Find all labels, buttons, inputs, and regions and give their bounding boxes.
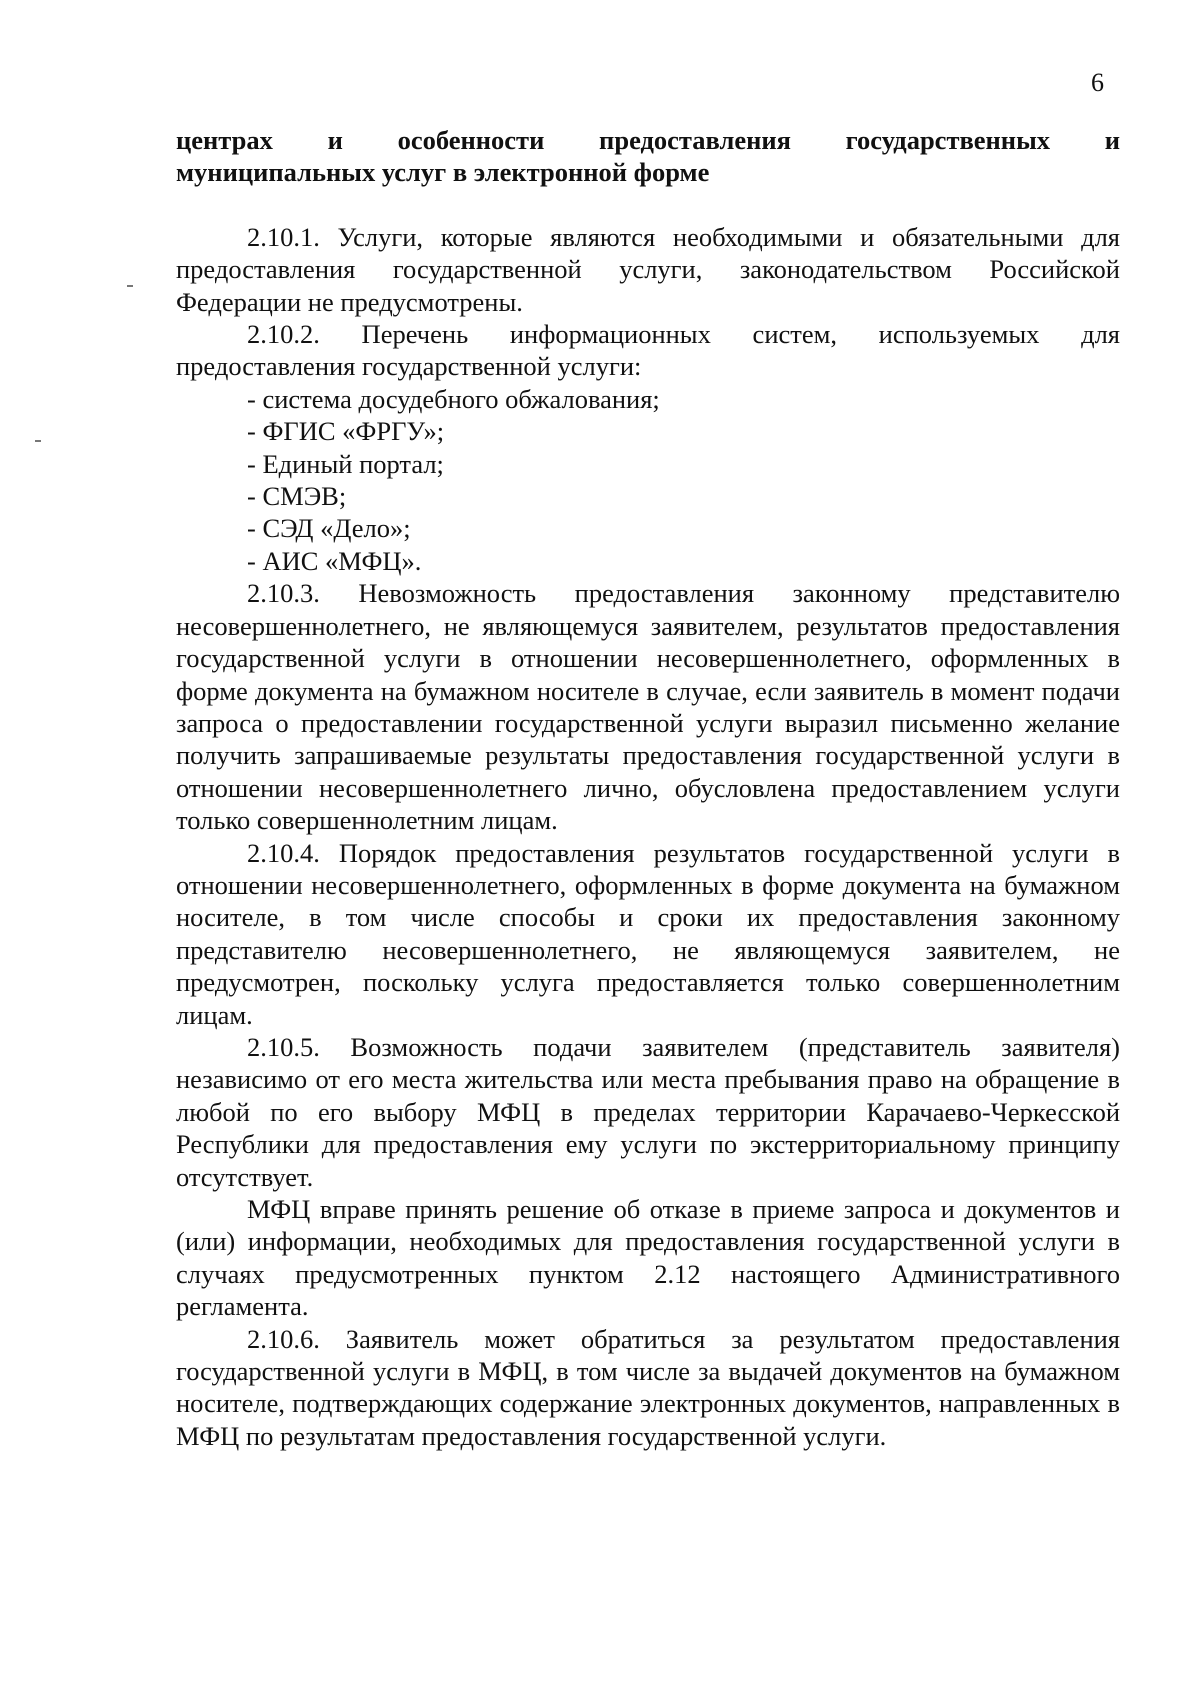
section-heading: [176, 124, 1120, 189]
paragraph-2-10-5: 2.10.5. Возможность подачи заявителем (представитель заявителя) независимо от его места жительства или места пребывания право на обращение в любой по его выбору МФЦ в пределах территории Карачаево-Черкесской Республики для предоставления ему услуги по экстерриториальному принципу отсутствует.: [176, 1031, 1120, 1192]
document-body: [176, 124, 1120, 1452]
paragraph-2-10-3: 2.10.3. Невозможность предоставления законному представителю несовершеннолетнего, не являющемуся заявителем, результатов предоставления государственной услуги в отношении несовершеннолетнего, оформленных в форме документа на бумажном носителе в случае, если заявитель в момент подачи запроса о предоставлении государственной услуги выразил письменно желание получить запрашиваемые результаты предоставления государственной услуги в отношении несовершеннолетнего лично, обусловлена предоставлением услуги только совершеннолетним лицам.: [176, 578, 1120, 836]
paragraph-2-10-1: 2.10.1. Услуги, которые являются необходимыми и обязательными для предоставления государственной услуги, законодательством Российской Федерации не предусмотрены.: [176, 221, 1120, 317]
paragraph-2-10-4: 2.10.4. Порядок предоставления результатов государственной услуги в отношении несовершеннолетнего, оформленных в форме документа на бумажном носителе, в том числе способы и сроки их предоставления законному представителю несовершеннолетнего, не являющемуся заявителем, не предусмотрен, поскольку услуга предоставляется только совершеннолетним лицам.: [176, 837, 1120, 1030]
list-item: - система досудебного обжалования;: [247, 383, 660, 414]
list-item: - ФГИС «ФРГУ»;: [247, 416, 445, 447]
scan-mark: [127, 285, 133, 287]
heading-line-1: центрах и особенности предоставления государственных и: [176, 125, 1120, 155]
scan-mark: [35, 440, 41, 442]
list-item: - АИС «МФЦ».: [247, 545, 422, 576]
paragraph-mfc-refusal: МФЦ вправе принять решение об отказе в приеме запроса и документов и (или) информации, необходимых для предоставления государственной услуги в случаях предусмотренных пунктом 2.12 настоящего Административного регламента.: [176, 1194, 1120, 1322]
list-item: - Единый портал;: [247, 448, 444, 479]
paragraph-2-10-2: 2.10.2. Перечень информационных систем, используемых для предоставления государственной услуги:: [176, 319, 1120, 382]
list-item: - СЭД «Дело»;: [247, 513, 411, 544]
page-number: 6: [1091, 68, 1104, 97]
heading-line-2: муниципальных услуг в электронной форме: [176, 157, 710, 188]
information-systems-list: [176, 383, 1120, 577]
list-item: - СМЭВ;: [247, 481, 347, 512]
paragraph-2-10-6: 2.10.6. Заявитель может обратиться за результатом предоставления государственной услуги в МФЦ, в том числе за выдачей документов на бумажном носителе, подтверждающих содержание электронных документов, направленных в МФЦ по результатам предоставления государственной услуги.: [176, 1323, 1120, 1451]
